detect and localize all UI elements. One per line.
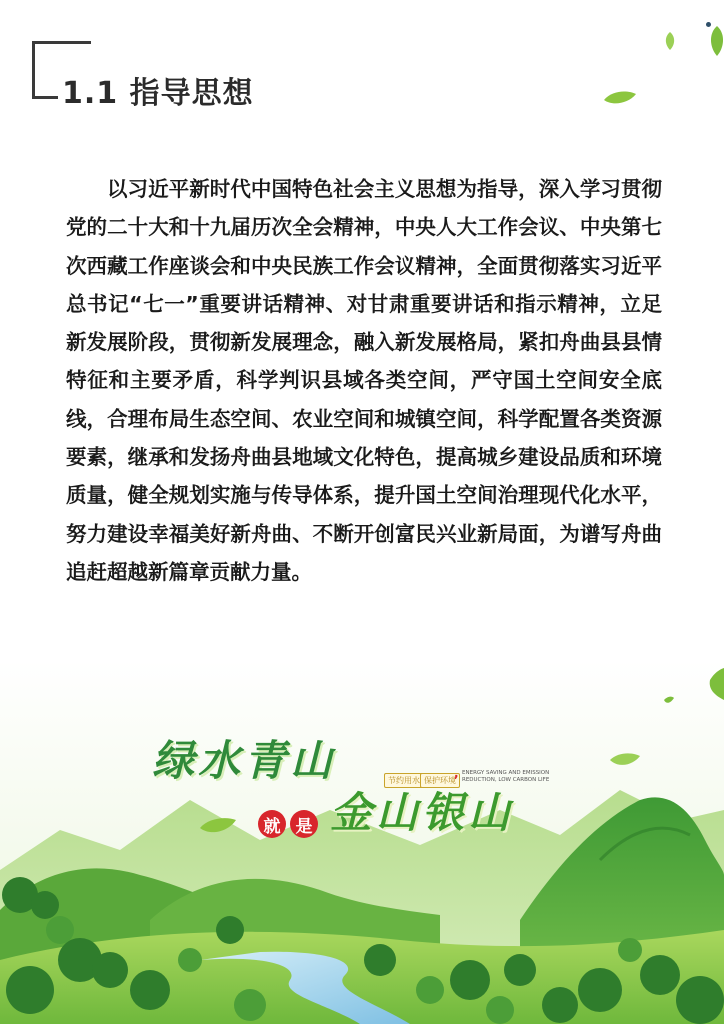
slogan-tag-2: 保护环境 <box>420 773 460 788</box>
slogan-line-2: 金山银山 <box>330 788 515 837</box>
red-comma-mark: , <box>454 766 459 780</box>
landscape-illustration <box>0 660 724 1024</box>
slogan-tag-1: 节约用水 <box>384 773 424 788</box>
leaf-icon <box>664 32 676 50</box>
slogan-line-1: 绿水青山 <box>152 736 337 785</box>
leaf-icon <box>604 90 636 106</box>
section-title: 1.1 指导思想 <box>62 76 254 111</box>
slogan-english-text: ENERGY SAVING AND EMISSION REDUCTION, LOW CARBON LIFE <box>462 770 550 783</box>
seal-character-1: 就 <box>258 810 286 838</box>
leaf-icon <box>708 26 724 56</box>
slogan-english-tag <box>454 766 558 784</box>
body-paragraph: 以习近平新时代中国特色社会主义思想为指导，深入学习贯彻党的二十大和十九届历次全会精神，中央人大工作会议、中央第七次西藏工作座谈会和中央民族工作会议精神，全面贯彻落实习近平总书记“七一”重要讲话精神、对甘肃重要讲话和指示精神，立足新发展阶段，贯彻新发展理念，融入新发展格局，紧扣舟曲县县情特征和主要矛盾，科学判识县域各类空间，严守国土空间安全底线，合理布局生态空间、农业空间和城镇空间，科学配置各类资源要素，继承和发扬舟曲县地域文化特色，提高城乡建设品质和环境质量，健全规划实施与传导体系，提升国土空间治理现代化水平，努力建设幸福美好新舟曲、不断开创富民兴业新局面，为谱写舟曲追赶超越新篇章贡献力量。 <box>66 177 662 584</box>
seal-character-2: 是 <box>290 810 318 838</box>
